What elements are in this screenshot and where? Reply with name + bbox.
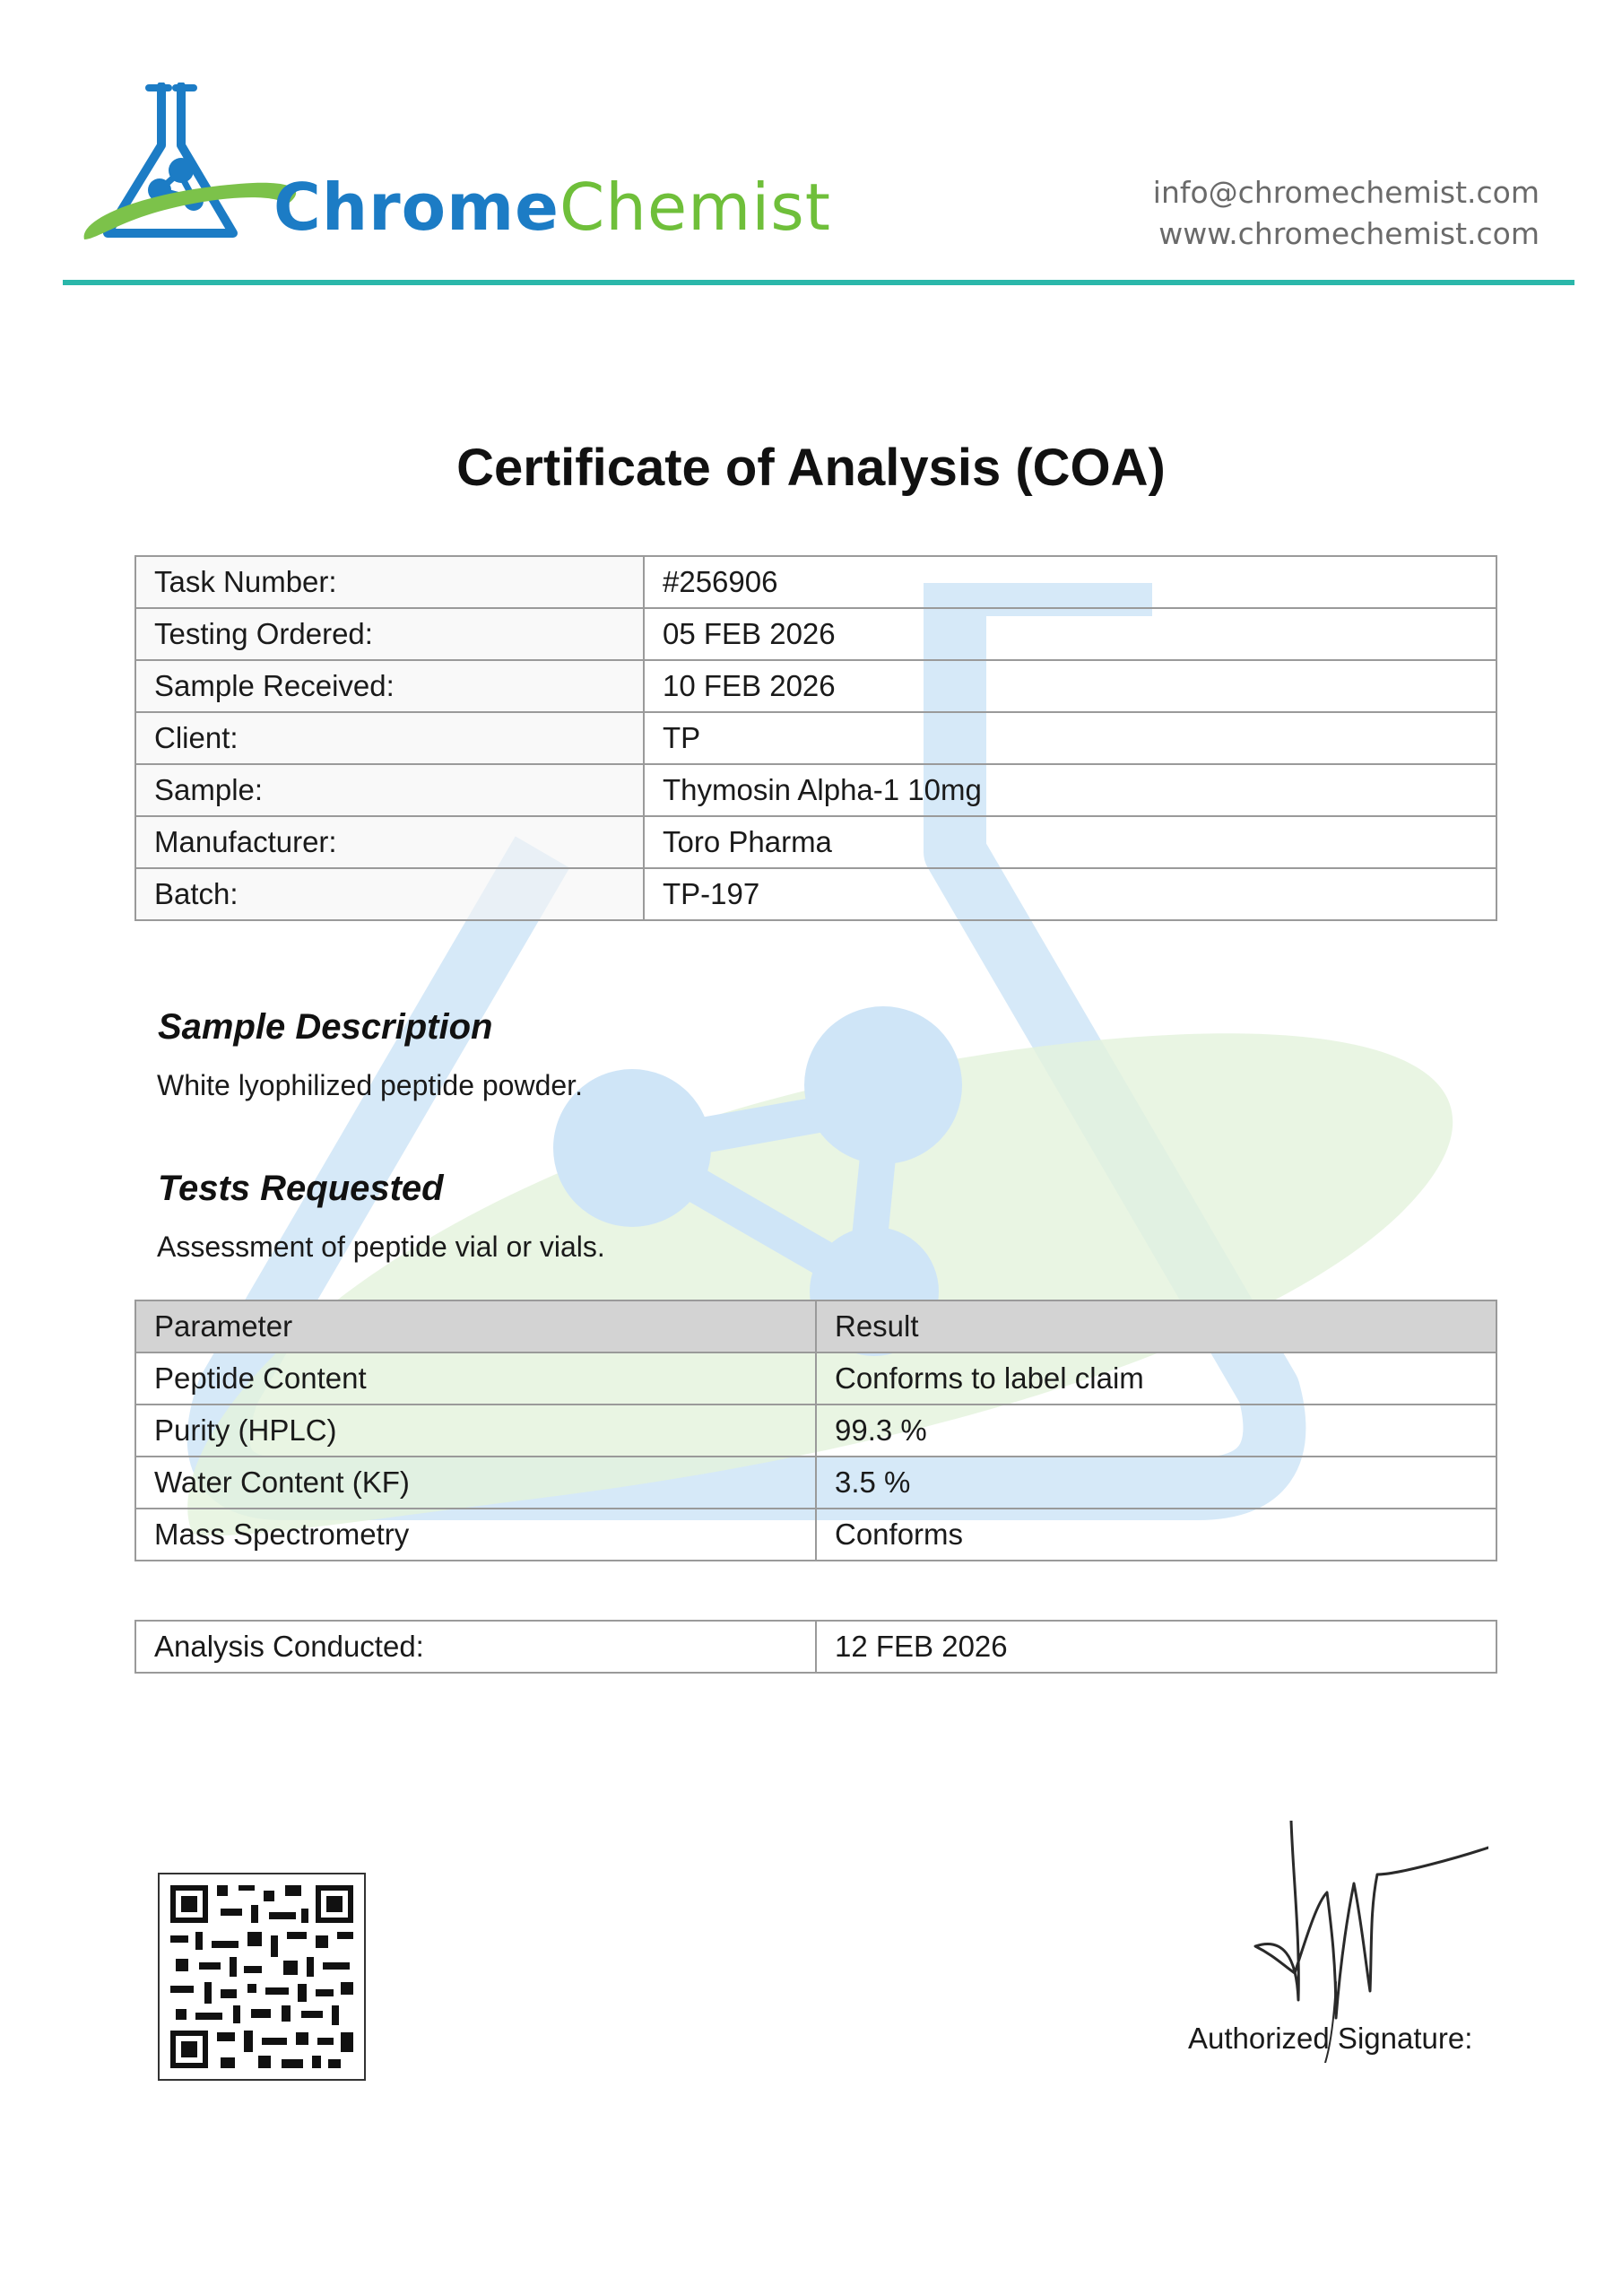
result-value: 3.5 % [816,1457,1496,1509]
info-label: Sample: [135,764,644,816]
result-parameter: Peptide Content [135,1352,816,1405]
table-row [135,556,1496,608]
analysis-date: 12 FEB 2026 [816,1621,1496,1673]
info-value: TP-197 [644,868,1496,920]
table-row [135,1509,1496,1561]
contact-email[interactable]: info@chromechemist.com [1152,175,1540,210]
contact-website[interactable]: www.chromechemist.com [1158,216,1540,251]
info-value: Thymosin Alpha-1 10mg [644,764,1496,816]
qr-code-icon[interactable] [158,1873,366,2081]
brand-name-part1: Chrome [273,170,559,245]
result-parameter: Purity (HPLC) [135,1405,816,1457]
table-row [135,608,1496,660]
table-row [135,1621,1496,1673]
info-label: Task Number: [135,556,644,608]
column-header-parameter: Parameter [135,1300,816,1352]
result-value: Conforms [816,1509,1496,1561]
brand-name-part2: Chemist [559,170,832,245]
table-row [135,764,1496,816]
info-value: TP [644,712,1496,764]
document-title: Certificate of Analysis (COA) [456,439,1166,497]
sample-description-text: White lyophilized peptide powder. [157,1069,583,1101]
result-parameter: Mass Spectrometry [135,1509,816,1561]
table-row [135,1457,1496,1509]
info-label: Sample Received: [135,660,644,712]
contact-info [1153,172,1540,255]
result-value: 99.3 % [816,1405,1496,1457]
header-divider [63,280,1574,285]
table-row [135,660,1496,712]
info-value: 05 FEB 2026 [644,608,1496,660]
info-value: Toro Pharma [644,816,1496,868]
analysis-label: Analysis Conducted: [135,1621,816,1673]
sample-description-heading: Sample Description [158,1007,493,1047]
table-header-row [135,1300,1496,1352]
info-table [134,555,1497,921]
table-row [135,868,1496,920]
tests-requested-heading: Tests Requested [158,1169,444,1208]
results-table [134,1300,1497,1561]
info-value: #256906 [644,556,1496,608]
table-row [135,712,1496,764]
analysis-table [134,1620,1497,1674]
table-row [135,1352,1496,1405]
column-header-result: Result [816,1300,1496,1352]
tests-requested-text: Assessment of peptide vial or vials. [157,1231,605,1263]
info-label: Manufacturer: [135,816,644,868]
result-value: Conforms to label claim [816,1352,1496,1405]
table-row [135,1405,1496,1457]
authorized-signature-label: Authorized Signature: [1188,2022,1473,2055]
brand-name [273,169,831,246]
info-value: 10 FEB 2026 [644,660,1496,712]
result-parameter: Water Content (KF) [135,1457,816,1509]
info-label: Client: [135,712,644,764]
info-label: Batch: [135,868,644,920]
table-row [135,816,1496,868]
info-label: Testing Ordered: [135,608,644,660]
